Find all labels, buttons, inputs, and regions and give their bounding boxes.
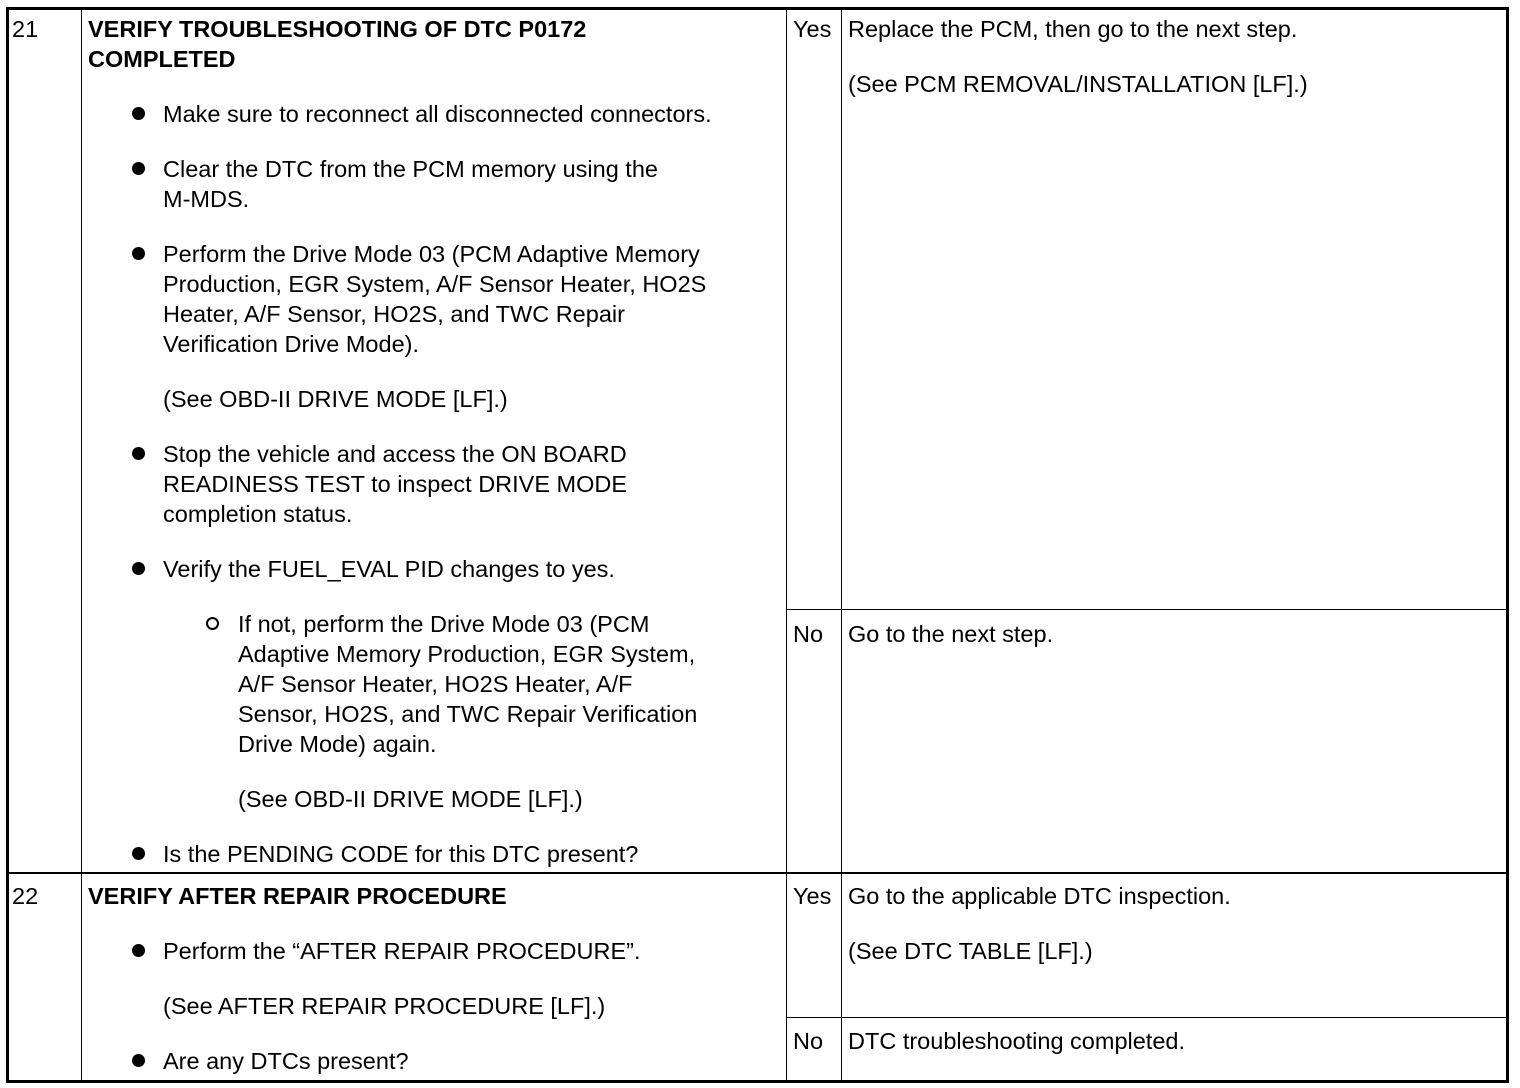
row-divider-step22-yes-no (787, 1017, 1506, 1018)
row-divider-step-22 (7, 872, 1507, 874)
bullet-icon (132, 944, 145, 957)
step-21-subbullet-line-4: Sensor, HO2S, and TWC Repair Verification (238, 701, 698, 727)
step-21-bullet-1-line-1: Make sure to reconnect all disconnected connectors. (163, 101, 712, 127)
step-22-title: VERIFY AFTER REPAIR PROCEDURE (88, 883, 507, 909)
step-21-bullet-6-line-1: Is the PENDING CODE for this DTC present? (163, 841, 639, 867)
step-22-bullet-1-reference: (See AFTER REPAIR PROCEDURE [LF].) (163, 993, 606, 1019)
bullet-icon (132, 447, 145, 460)
step-22-yes-action: Go to the applicable DTC inspection. (848, 883, 1231, 909)
step-21-subbullet-line-5: Drive Mode) again. (238, 731, 437, 757)
step-22-number: 22 (12, 883, 39, 909)
step-21-bullet-4-line-3: completion status. (163, 501, 353, 527)
bullet-icon (132, 847, 145, 860)
bullet-icon (132, 562, 145, 575)
step-22-no-action: DTC troubleshooting completed. (848, 1028, 1186, 1054)
step-21-yes-label: Yes (793, 16, 832, 42)
step-21-subbullet-reference: (See OBD-II DRIVE MODE [LF].) (238, 786, 583, 812)
step-21-bullet-3-line-1: Perform the Drive Mode 03 (PCM Adaptive Memory (163, 241, 700, 267)
step-22-yes-reference: (See DTC TABLE [LF].) (848, 938, 1093, 964)
sub-bullet-icon (206, 617, 219, 630)
step-21-bullet-5-line-1: Verify the FUEL_EVAL PID changes to yes. (163, 556, 615, 582)
row-divider-step21-yes-no (787, 609, 1506, 610)
bullet-icon (132, 107, 145, 120)
bullet-icon (132, 162, 145, 175)
step-21-number: 21 (12, 16, 39, 42)
step-21-subbullet-line-2: Adaptive Memory Production, EGR System, (238, 641, 696, 667)
column-divider-step (81, 8, 82, 1082)
step-21-yes-reference: (See PCM REMOVAL/INSTALLATION [LF].) (848, 71, 1308, 97)
step-21-bullet-3-line-4: Verification Drive Mode). (163, 331, 419, 357)
step-21-bullet-2-line-2: M-MDS. (163, 186, 250, 212)
bullet-icon (132, 1054, 145, 1067)
step-21-title-line-2: COMPLETED (88, 46, 236, 72)
step-22-bullet-1-line-1: Perform the “AFTER REPAIR PROCEDURE”. (163, 938, 641, 964)
column-divider-procedure (786, 8, 787, 1082)
step-21-bullet-4-line-2: READINESS TEST to inspect DRIVE MODE (163, 471, 628, 497)
step-21-bullet-3-reference: (See OBD-II DRIVE MODE [LF].) (163, 386, 508, 412)
step-21-no-action: Go to the next step. (848, 621, 1054, 647)
step-21-title-line-1: VERIFY TROUBLESHOOTING OF DTC P0172 (88, 16, 587, 42)
step-21-bullet-2-line-1: Clear the DTC from the PCM memory using the (163, 156, 658, 182)
step-21-bullet-3-line-3: Heater, A/F Sensor, HO2S, and TWC Repair (163, 301, 625, 327)
step-21-subbullet-line-1: If not, perform the Drive Mode 03 (PCM (238, 611, 650, 637)
column-divider-result (841, 8, 842, 1082)
step-22-no-label: No (793, 1028, 824, 1054)
step-21-bullet-4-line-1: Stop the vehicle and access the ON BOARD (163, 441, 627, 467)
step-21-subbullet-line-3: A/F Sensor Heater, HO2S Heater, A/F (238, 671, 633, 697)
bullet-icon (132, 247, 145, 260)
step-22-bullet-2-line-1: Are any DTCs present? (163, 1048, 409, 1074)
step-21-no-label: No (793, 621, 824, 647)
step-21-bullet-3-line-2: Production, EGR System, A/F Sensor Heater, HO2S (163, 271, 707, 297)
step-21-yes-action: Replace the PCM, then go to the next step. (848, 16, 1298, 42)
step-22-yes-label: Yes (793, 883, 832, 909)
